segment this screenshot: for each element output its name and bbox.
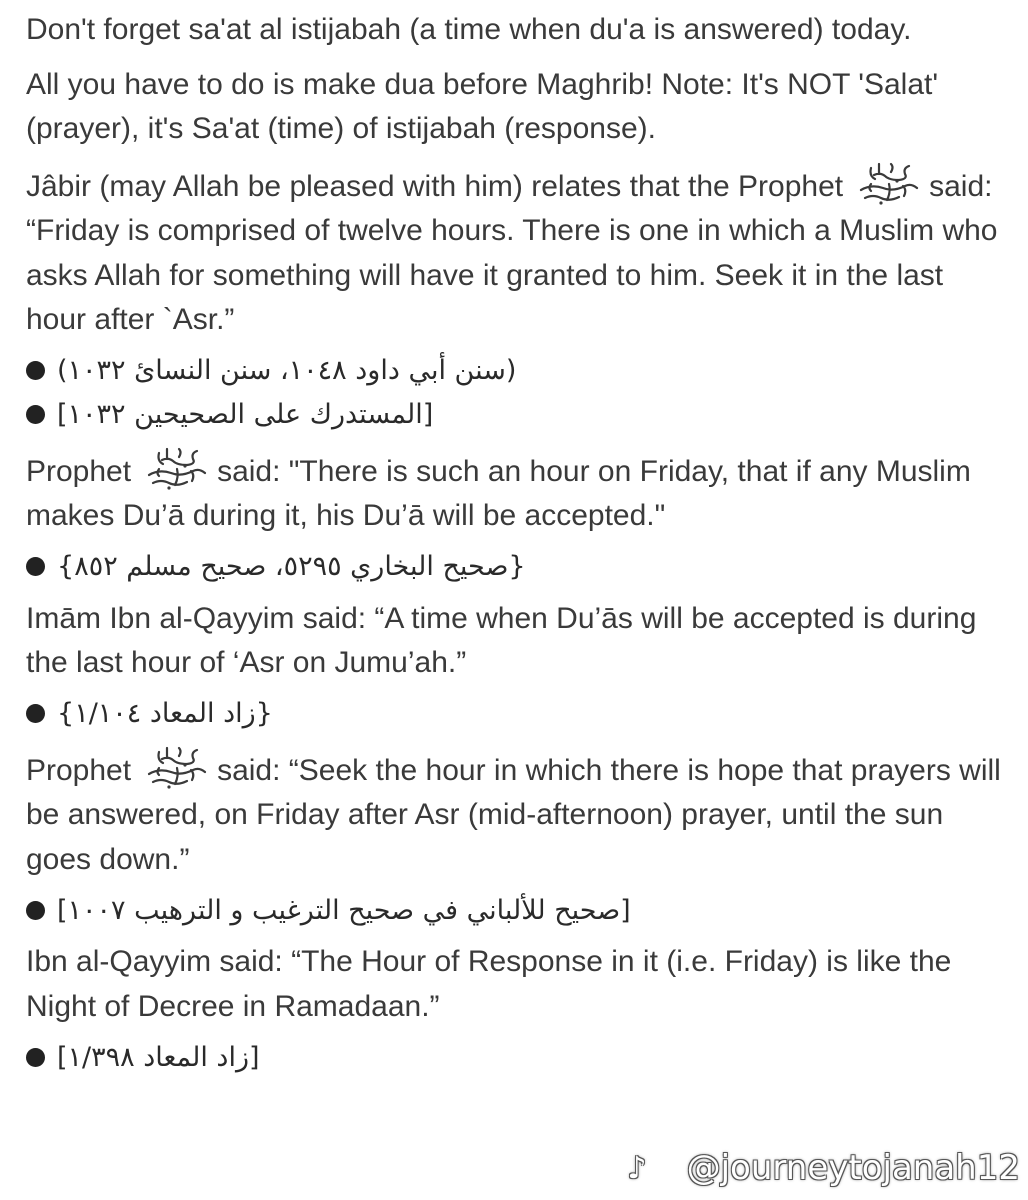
jabir-hadith-paragraph [26, 160, 1006, 343]
document [26, 8, 1006, 1079]
prophet-hadith-paragraph-2 [26, 744, 1006, 883]
reference-line [26, 1035, 1006, 1079]
prophet-lead: Prophet [26, 454, 132, 488]
qayyim-quote-paragraph-1: Imām Ibn al-Qayyim said: “A time when Du’ās will be accepted is during the last hour of ‘Asr on Jumu’ah.” [26, 601, 977, 679]
reference-text: [زاد المعاد ١/٣٩٨] [57, 1041, 260, 1073]
watermark [627, 1148, 1020, 1188]
prophet-hadith-paragraph-1 [26, 445, 1006, 539]
user-icon [653, 1154, 681, 1182]
jabir-hadith-body: said: “Friday is comprised of twelve hours. There is one in which a Muslim who asks Allah for something will have it granted to him. Seek it in the last hour after `Asr.” [26, 169, 998, 336]
salawat-calligraphy-icon [851, 160, 925, 200]
prophet-hadith-body: said: "There is such an hour on Friday, that if any Muslim makes Du’ā during it, his Du’ā will be accepted." [26, 454, 971, 532]
qayyim-quote-paragraph-2: Ibn al-Qayyim said: “The Hour of Response in it (i.e. Friday) is like the Night of Decree in Ramadaan.” [26, 945, 952, 1023]
reference-line [26, 349, 1006, 393]
salawat-calligraphy-icon [139, 744, 213, 784]
bullet-icon [26, 557, 45, 576]
salawat-calligraphy-icon [139, 445, 213, 485]
reference-line [26, 888, 1006, 932]
reference-text: [صحيح للألباني في صحيح الترغيب و الترهيب ١٠٠٧] [57, 894, 631, 926]
bullet-icon [26, 1048, 45, 1067]
bullet-icon [26, 901, 45, 920]
reference-text: {صحيح البخاري ٥٢٩٥، صحيح مسلم ٨٥٢} [57, 551, 526, 582]
bullet-icon [26, 704, 45, 723]
reference-line [26, 545, 1006, 589]
bullet-icon [26, 405, 45, 424]
jabir-hadith-lead: Jâbir (may Allah be pleased with him) relates that the Prophet [26, 169, 844, 203]
bullet-icon [26, 361, 45, 380]
reference-line [26, 393, 1006, 437]
reference-line [26, 692, 1006, 736]
prophet-hadith-body: said: “Seek the hour in which there is hope that prayers will be answered, on Friday after Asr (mid-afternoon) prayer, until the sun goes down.” [26, 753, 1001, 876]
reference-text: [المستدرك على الصحيحين ١٠٣٢] [57, 399, 434, 430]
reference-text: {زاد المعاد ١/١٠٤} [57, 698, 273, 729]
prophet-lead: Prophet [26, 753, 132, 787]
reference-text: (سنن أبي داود ١٠٤٨، سنن النسائ ١٠٣٢) [57, 355, 517, 386]
instruction-paragraph: All you have to do is make dua before Maghrib! Note: It's NOT 'Salat' (prayer), it's Sa'at (time) of istijabah (response). [26, 67, 939, 145]
intro-paragraph: Don't forget sa'at al istijabah (a time when du'a is answered) today. [26, 13, 912, 46]
tiktok-icon: ♪ [627, 1150, 647, 1186]
watermark-handle: @journeytojanah12 [686, 1148, 1020, 1188]
